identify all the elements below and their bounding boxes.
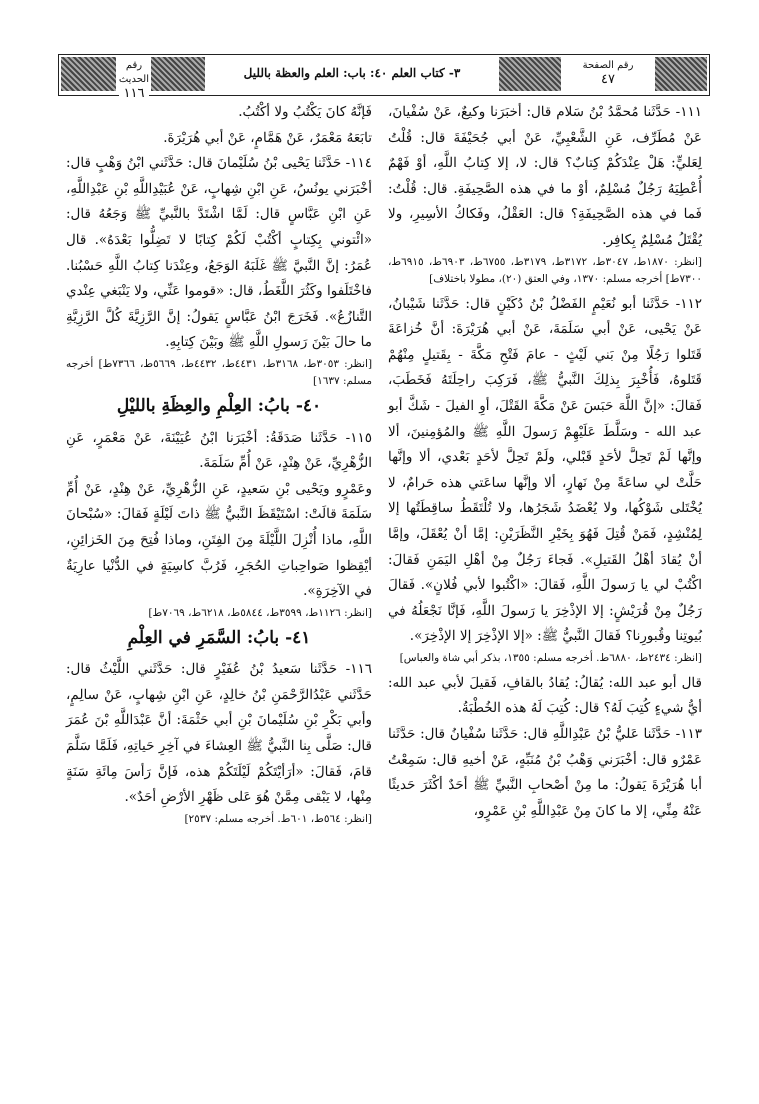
reference-112: [انظر: ٢٤٣٤ط، ٦٨٨٠ط. أخرجه مسلم: ١٣٥٥، بذكر أبي شاة والعباس] [399,651,702,664]
hadith-114: ١١٤- حَدَّثَنا يَحْيى بْنُ سُلَيْمانَ قال: حَدَّثَني ابْنُ وَهْبٍ قال: أخْبَرَني يونُسُ، عَنِ ابْنِ شِهابٍ، عَنْ عُبَيْدِاللَّهِ بْنِ عَبْدِاللَّهِ، عَنِ ابْنِ عَبَّاسٍ قال: لَمَّا اشْتَدَّ بالنَّبيِّ ﷺ وَجَعُهُ قال: «ائْتوني بِكِتابٍ أكْتُبْ لَكُمْ كِتابًا لا تَضِلُّوا بَعْدَهُ». قال عُمَرُ: إنَّ النَّبيَّ ﷺ غَلَبَهُ الوَجَعُ، وعِنْدَنا كِتابُ اللَّهِ حَسْبُنا. فاخْتَلَفوا وكَثُرَ اللَّغَطُ، قال: «قوموا عَنِّي، ولا يَنْبَغي عِنْدي التَّنازُعُ». فَخَرَجَ ابْنُ عَبَّاسٍ يَقولُ: إنَّ الرَّزِيَّةَ كُلَّ الرَّزِيَّةِ ما حالَ بَيْنَ رَسولِ اللَّهِ ﷺ وبَيْنَ كِتابِهِ. [66,155,372,351]
header-pattern-center-right [499,57,561,91]
hadith-112-note: قال أبو عبد الله: يُقالُ: يُقادُ بالقافِ، فَقيلَ لأبي عبد الله: أيُّ شيءٍ كُتِبَ لَهُ؟ قال: كُتِبَ لَهُ هذه الخُطْبَةُ. [388,674,702,717]
hadith-113-continued: فَإنَّهُ كانَ يَكْتُبُ ولا أكْتُبُ. [238,104,372,120]
reference-111: [انظر: ١٨٧٠ط، ٣٠٤٧ط، ٣١٧٢ط، ٣١٧٩ط، ٦٧٥٥ط، ٦٩٠٣ط، ٦٩١٥ط، ٧٣٠٠ط] أخرجه مسلم: ١٣٧٠، وفي العتق (٢٠)، مطولا باختلاف] [388,255,703,285]
hadith-number-box [119,59,149,101]
header-pattern-center-left [151,57,205,91]
page-number: ٤٧ [601,72,615,87]
reference-115: [انظر: ١١٢٦ط، ٣٥٩٩ط، ٥٨٤٤ط، ٦٢١٨ط، ٧٠٦٩ط] [148,606,372,619]
header-pattern-right [655,57,707,91]
hadith-116: ١١٦- حَدَّثَنا سَعيدُ بْنُ عُفَيْرٍ قال: حَدَّثَني اللَّيْثُ قال: حَدَّثَني عَبْدُالرَّحْمَنِ بْنُ خالِدٍ، عَنِ ابْنِ شِهابٍ، عَنْ سالِمٍ، وأبي بَكْرِ بْنِ سُلَيْمانَ بْنِ أبي حَثْمَةَ: أنَّ عَبْدَاللَّهِ بْنَ عُمَرَ قال: صَلَّى بِنا النَّبيُّ ﷺ العِشاءَ في آخِرِ حَياتِهِ، فَلَمَّا سَلَّمَ قامَ، فَقالَ: «أرَأيْتَكُمْ لَيْلَتَكُمْ هذه، فَإنَّ رَأسَ مِائَةِ سَنَةٍ مِنْها، لا يَبْقى مِمَّنْ هُوَ عَلى ظَهْرِ الأرْضِ أحَدٌ». [66,661,372,806]
hadith-115: ١١٥- حَدَّثَنا صَدَقَةُ: أخْبَرَنا ابْنُ عُيَيْنَةَ، عَنْ مَعْمَرٍ، عَنِ الزُّهْرِيِّ، عَنْ هِنْدٍ، عَنْ أُمِّ سَلَمَةَ. [66,429,372,472]
hadith-115-second-chain: وعَمْرٍو ويَحْيى بْنِ سَعيدٍ، عَنِ الزُّهْرِيِّ، عَنْ هِنْدٍ، عَنْ أُمِّ سَلَمَةَ قالَتْ: اسْتَيْقَظَ النَّبيُّ ﷺ ذاتَ لَيْلَةٍ فَقالَ: «سُبْحانَ اللَّهِ، ماذا أُنْزِلَ اللَّيْلَةَ مِنَ الفِتَنِ، وماذا فُتِحَ مِنَ الخَزائِنِ، أيْقِظوا صَواحِباتِ الحُجَرِ، فَرُبَّ كاسِيَةٍ في الدُّنْيا عارِيَةٌ في الآخِرَةِ». [66,480,372,600]
reference-114: [انظر: ٣٠٥٣ط، ٣١٦٨ط، ٤٤٣١ط، ٤٤٣٢ط، ٥٦٦٩ط، ٧٣٦٦ط] أخرجه مسلم: ١٦٣٧] [66,357,373,387]
page-number-label: رقم الصفحة [582,60,634,71]
hadith-113-follow-up: تابَعَهُ مَعْمَرٌ، عَنْ هَمَّامٍ، عَنْ أبي هُرَيْرَةَ. [163,129,372,146]
right-column [388,100,702,824]
hadith-113: ١١٣- حَدَّثَنا عَليُّ بْنُ عَبْدِاللَّهِ قال: حَدَّثَنا سُفْيانُ قال: حَدَّثَنا عَمْرٌو قال: أخْبَرَني وَهْبُ بْنُ مُنَبِّهٍ، عَنْ أخيهِ قال: سَمِعْتُ أبا هُرَيْرَةَ يَقولُ: ما مِنْ أصْحابِ النَّبيِّ ﷺ أحَدٌ أكْثَرَ حَديثًا عَنْهُ مِنِّي، إلا ما كانَ مِنْ عَبْدِاللَّهِ بْنِ عَمْرٍو، [388,726,702,819]
page-number-box [564,59,652,87]
page-header [58,54,710,101]
reference-116: [انظر: ٥٦٤ط، ٦٠١ط. أخرجه مسلم: ٢٥٣٧] [184,812,372,825]
header-pattern-left [61,57,116,91]
left-column [66,100,372,832]
hadith-number-label: رقم الحديث [118,60,149,85]
hadith-111: ١١١- حَدَّثَنا مُحمَّدُ بْنُ سَلام قال: أخبَرَنا وكيعٌ، عَنْ سُفْيانَ، عَنْ مُطَرِّف، عَنِ الشَّعْبِيِّ، عَنْ أبي جُحَيْفَةَ قال: قُلْتُ لِعَليٍّ: هَلْ عِنْدَكُمْ كِتابٌ؟ قال: لا، إلا كِتابُ اللَّهِ، أوْ فَهْمٌ أُعْطِيَهُ رَجُلٌ مُسْلِمٌ، أوْ ما في هذه الصَّحِيفَةِ. قال: قُلْتُ: فَما في هذه الصَّحِيفَةِ؟ قال: العَقْلُ، وفَكاكُ الأسِيرِ، ولا يُقْتَلُ مُسْلِمٌ بِكافِر. [388,104,702,248]
hadith-number: ١١٦ [123,86,145,101]
chapter-41-heading: ٤١- بابُ: السَّمَرِ في العِلْمِ [127,627,311,648]
hadith-112: ١١٢- حَدَّثَنا أبو نُعَيْمٍ الفَضْلُ بْنُ دُكَيْنٍ قال: حَدَّثَنا شَيْبانُ، عَنْ يَحْيى، عَنْ أبي سَلَمَةَ، عَنْ أبي هُرَيْرَةَ: أنَّ خُزاعَةَ قَتَلوا رَجُلًا مِنْ بَني لَيْثٍ - عامَ فَتْحِ مَكَّةَ - بِقَتيلٍ مِنْهُمْ قَتَلوهُ، فَأُخْبِرَ بِذلِكَ النَّبيُّ ﷺ، فَرَكِبَ راحِلَتَهُ فَخَطَبَ، فَقالَ: «إنَّ اللَّهَ حَبَسَ عَنْ مَكَّةَ القَتْلَ، أوِ الفيلَ - شَكَّ أبو عبد الله - وسَلَّطَ عَلَيْهِمْ رَسولَ اللَّهِ ﷺ والمُؤمِنينَ، ألا وإنَّها لَمْ تَحِلَّ لأحَدٍ قَبْلي، ولَمْ تَحِلَّ لأحَدٍ بَعْدي، ألا وإنَّها حَلَّتْ لي ساعَةً مِنْ نَهارٍ، ألا وإنَّها ساعَتي هذه حَرامٌ، لا يُخْتَلى شَوْكُها، ولا يُعْضَدُ شَجَرُها، ولا تُلْتَقَطُ ساقِطَتُها إلا لِمُنْشِدٍ، فَمَنْ قُتِلَ فَهُوَ بِخَيْرِ النَّظَرَيْنِ: إمَّا أنْ يُعْقَلَ، وإمَّا أنْ يُقادَ أهْلُ القَتيلِ». فَجاءَ رَجُلٌ مِنْ أهْلِ اليَمَنِ فَقالَ: اكْتُبْ لي يا رَسولَ اللَّهِ، فَقالَ: «اكْتُبوا لأبي فُلانٍ». فَقالَ رَجُلٌ مِنْ قُرَيْشٍ: إلا الإذْخِرَ يا رَسولَ اللَّهِ، فَإنَّا نَجْعَلُهُ في بُيوتِنا وقُبورِنا؟ فَقالَ النَّبيُّ ﷺ: «إلا الإذْخِرَ إلا الإذْخِرَ». [388,295,702,645]
chapter-40-heading: ٤٠- بابُ: العِلْمِ والعِظَةِ بالليْلِ [116,395,322,416]
running-title: ٣- كتاب العلم ٤٠: باب: العلم والعظة بالليل [243,66,461,80]
